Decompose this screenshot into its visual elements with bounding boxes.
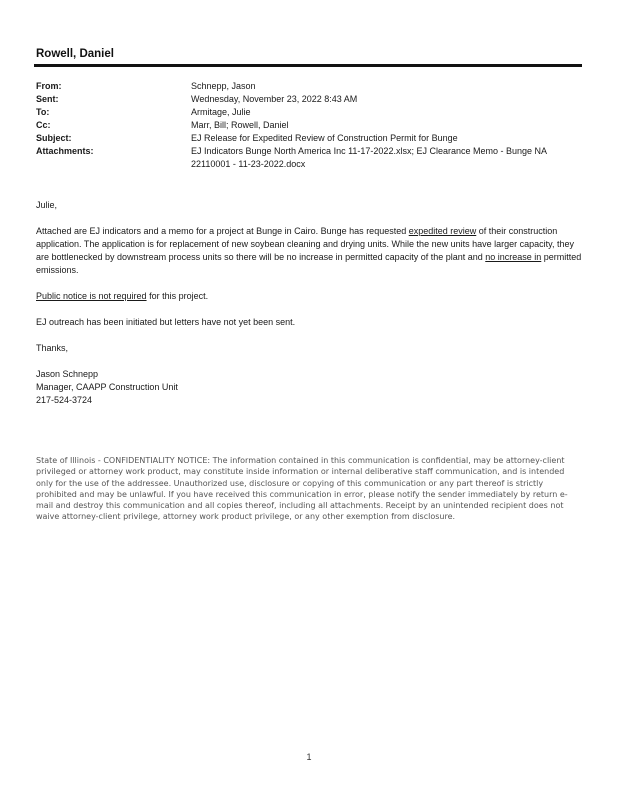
header-value-sent: Wednesday, November 23, 2022 8:43 AM — [191, 94, 358, 104]
text-run: Attached are EJ indicators and a memo for a project at Bunge in Cairo. Bunge has requested — [36, 226, 409, 236]
text-run: for this project. — [146, 291, 209, 301]
paragraph-project — [36, 225, 584, 277]
header-label: To: — [36, 107, 50, 117]
header-divider — [34, 64, 582, 67]
underlined-text: expedited review — [408, 226, 477, 236]
header-value-to: Armitage, Julie — [191, 107, 251, 117]
signature-title: Manager, CAAPP Construction Unit — [36, 382, 178, 392]
underlined-text: no increase in — [485, 252, 542, 262]
paragraph-outreach: EJ outreach has been initiated but letters have not yet been sent. — [36, 317, 296, 327]
header-row-from — [36, 80, 586, 93]
header-value-cc: Marr, Bill; Rowell, Daniel — [191, 120, 289, 130]
header-value-attachments-cont: 22110001 - 11-23-2022.docx — [191, 159, 306, 169]
signature — [36, 368, 584, 407]
header-label: Subject: — [36, 133, 72, 143]
closing: Thanks, — [36, 343, 69, 353]
text-run: of their construction application. The application is for replacement of new soybean cleaning and drying units. While the new units have larger capacity, they are bottlenecked by downstream process units so there will be no increase in permitted capacity of the plant and — [36, 226, 574, 262]
email-headers — [36, 80, 586, 171]
header-row-to — [36, 106, 586, 119]
signature-phone: 217-524-3724 — [36, 395, 93, 405]
header-row-cc — [36, 119, 586, 132]
email-body — [36, 199, 584, 407]
header-value-from: Schnepp, Jason — [191, 81, 256, 91]
signature-name: Jason Schnepp — [36, 369, 99, 379]
header-value-subject: EJ Release for Expedited Review of Construction Permit for Bunge — [191, 133, 458, 143]
header-label: Cc: — [36, 120, 51, 130]
header-label: Attachments: — [36, 146, 94, 156]
header-row-sent — [36, 93, 586, 106]
page-number: 1 — [306, 752, 312, 762]
header-label: From: — [36, 81, 62, 91]
mailbox-owner: Rowell, Daniel — [36, 48, 114, 60]
header-row-attachments-cont — [36, 158, 586, 171]
header-value-attachments: EJ Indicators Bunge North America Inc 11-17-2022.xlsx; EJ Clearance Memo - Bunge NA — [191, 146, 548, 156]
paragraph-public-notice — [36, 290, 584, 303]
greeting: Julie, — [36, 200, 58, 210]
underlined-text: Public notice is not required — [36, 291, 147, 301]
header-row-subject — [36, 132, 586, 145]
header-row-attachments — [36, 145, 586, 158]
text-run: permitted emissions. — [36, 252, 582, 275]
confidentiality-notice: State of Illinois - CONFIDENTIALITY NOTICE: The information contained in this communication is confidential, may be attorney-client privileged or attorney work product, may constitute inside information or internal deliberative staff communication, and is intended only for the use of the addressee. Unauthorized use, disclosure or copying of this communication or any part thereof is strictly prohibited and may be unlawful. If you have received this communication in error, please notify the sender immediately by return e-mail and destroy this communication and all copies thereof, including all attachments. Receipt by an unintended recipient does not waive attorney-client privilege, attorney work product privilege, or any other exemption from disclosure. — [36, 456, 568, 522]
header-label: Sent: — [36, 94, 59, 104]
header-label — [36, 158, 191, 171]
